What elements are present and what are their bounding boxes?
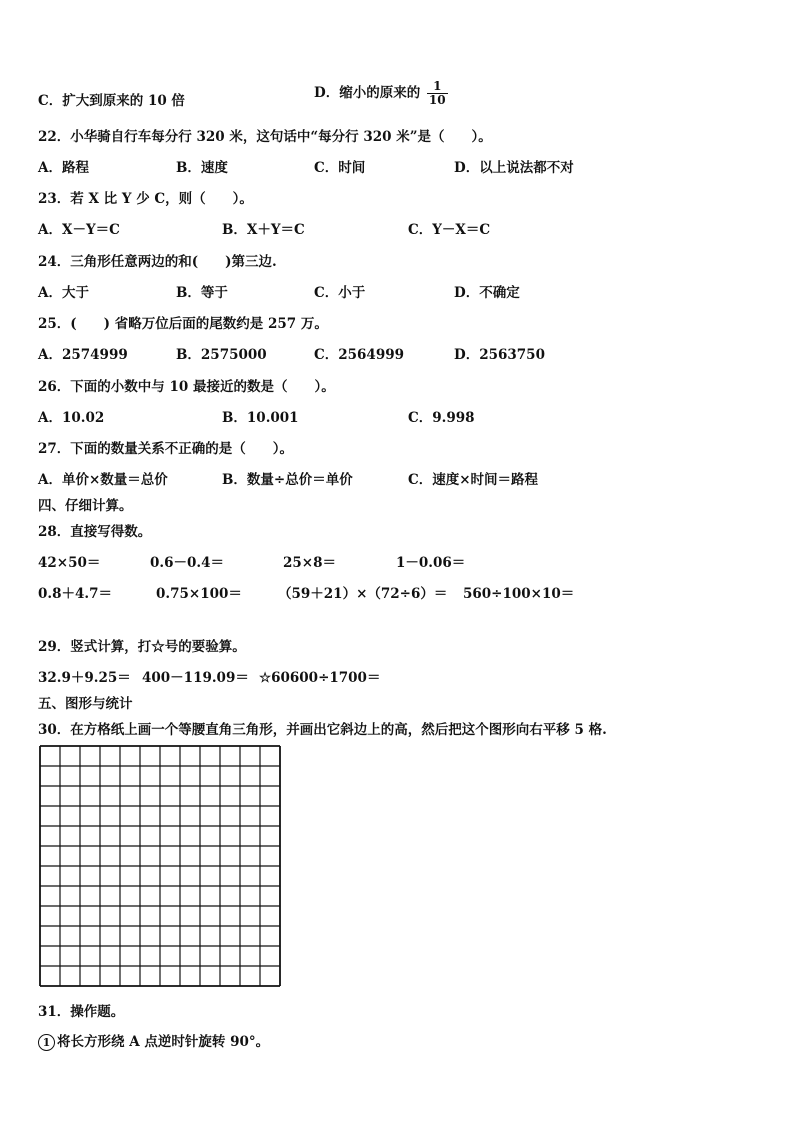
fraction-one-tenth bbox=[427, 80, 448, 107]
q31-stem: 31．操作题。 bbox=[38, 1004, 125, 1020]
q24-option-b: B．等于 bbox=[176, 285, 228, 301]
q22-option-a: A．路程 bbox=[38, 160, 89, 176]
q25-stem: 25．( ) 省略万位后面的尾数约是 257 万。 bbox=[38, 316, 328, 332]
q22-option-c: C．时间 bbox=[314, 160, 366, 176]
q27-stem: 27．下面的数量关系不正确的是（ ）。 bbox=[38, 441, 294, 457]
fraction-denominator: 10 bbox=[428, 93, 446, 108]
q26-option-c: C．9.998 bbox=[408, 410, 475, 426]
q31-item-1 bbox=[38, 1030, 269, 1051]
q23-option-c: C．Y－X＝C bbox=[408, 222, 491, 238]
q28-item: 25×8＝ bbox=[283, 555, 336, 571]
q25-option-c: C．2564999 bbox=[314, 347, 404, 363]
q29-item: 32.9＋9.25＝ bbox=[38, 670, 131, 686]
q26-option-a: A．10.02 bbox=[38, 410, 105, 426]
fraction-numerator: 1 bbox=[427, 80, 448, 94]
q29-item: 400－119.09＝ bbox=[142, 670, 249, 686]
q23-option-b: B．X＋Y＝C bbox=[222, 222, 305, 238]
q29-item: ☆60600÷1700＝ bbox=[259, 670, 381, 686]
q22-stem: 22．小华骑自行车每分行 320 米，这句话中“每分行 320 米”是（ ）。 bbox=[38, 129, 492, 145]
q23-stem: 23．若 X 比 Y 少 C，则（ ）。 bbox=[38, 191, 253, 207]
q21-option-c: C．扩大到原来的 10 倍 bbox=[38, 93, 185, 109]
q24-option-a: A．大于 bbox=[38, 285, 89, 301]
q28-item: 0.6－0.4＝ bbox=[150, 555, 224, 571]
q27-option-a: A．单价×数量＝总价 bbox=[38, 472, 168, 488]
q26-option-b: B．10.001 bbox=[222, 410, 299, 426]
q30-stem: 30．在方格纸上画一个等腰直角三角形，并画出它斜边上的高，然后把这个图形向右平移 5 格. bbox=[38, 722, 607, 738]
q28-stem: 28．直接写得数。 bbox=[38, 524, 152, 540]
q28-item: 0.8＋4.7＝ bbox=[38, 586, 112, 602]
q24-option-c: C．小于 bbox=[314, 285, 366, 301]
q27-option-b: B．数量÷总价＝单价 bbox=[222, 472, 353, 488]
q25-option-b: B．2575000 bbox=[176, 347, 267, 363]
q28-item: 560÷100×10＝ bbox=[463, 586, 575, 602]
q21-option-d bbox=[314, 80, 448, 107]
q28-item: 1－0.06＝ bbox=[396, 555, 466, 571]
q21-option-d-text: D．缩小的原来的 bbox=[314, 85, 421, 102]
square-grid-paper[interactable] bbox=[38, 744, 286, 992]
section-5-heading: 五、图形与统计 bbox=[38, 696, 133, 712]
q25-option-d: D．2563750 bbox=[454, 347, 545, 363]
circled-number-one: 1 bbox=[38, 1034, 55, 1051]
q28-item: （59＋21）×（72÷6）＝ bbox=[278, 586, 448, 602]
section-4-heading: 四、仔细计算。 bbox=[38, 498, 133, 514]
q24-option-d: D．不确定 bbox=[454, 285, 520, 301]
q31-item-1-text: 将长方形绕 A 点逆时针旋转 90°。 bbox=[57, 1034, 270, 1050]
q24-stem: 24．三角形任意两边的和( )第三边. bbox=[38, 254, 277, 270]
q28-item: 42×50＝ bbox=[38, 555, 101, 571]
q23-option-a: A．X－Y＝C bbox=[38, 222, 120, 238]
q27-option-c: C．速度×时间＝路程 bbox=[408, 472, 539, 488]
q28-item: 0.75×100＝ bbox=[156, 586, 242, 602]
q26-stem: 26．下面的小数中与 10 最接近的数是（ ）。 bbox=[38, 379, 335, 395]
q22-option-b: B．速度 bbox=[176, 160, 228, 176]
q29-stem: 29．竖式计算，打☆号的要验算。 bbox=[38, 639, 246, 655]
q22-option-d: D．以上说法都不对 bbox=[454, 160, 574, 176]
q25-option-a: A．2574999 bbox=[38, 347, 128, 363]
